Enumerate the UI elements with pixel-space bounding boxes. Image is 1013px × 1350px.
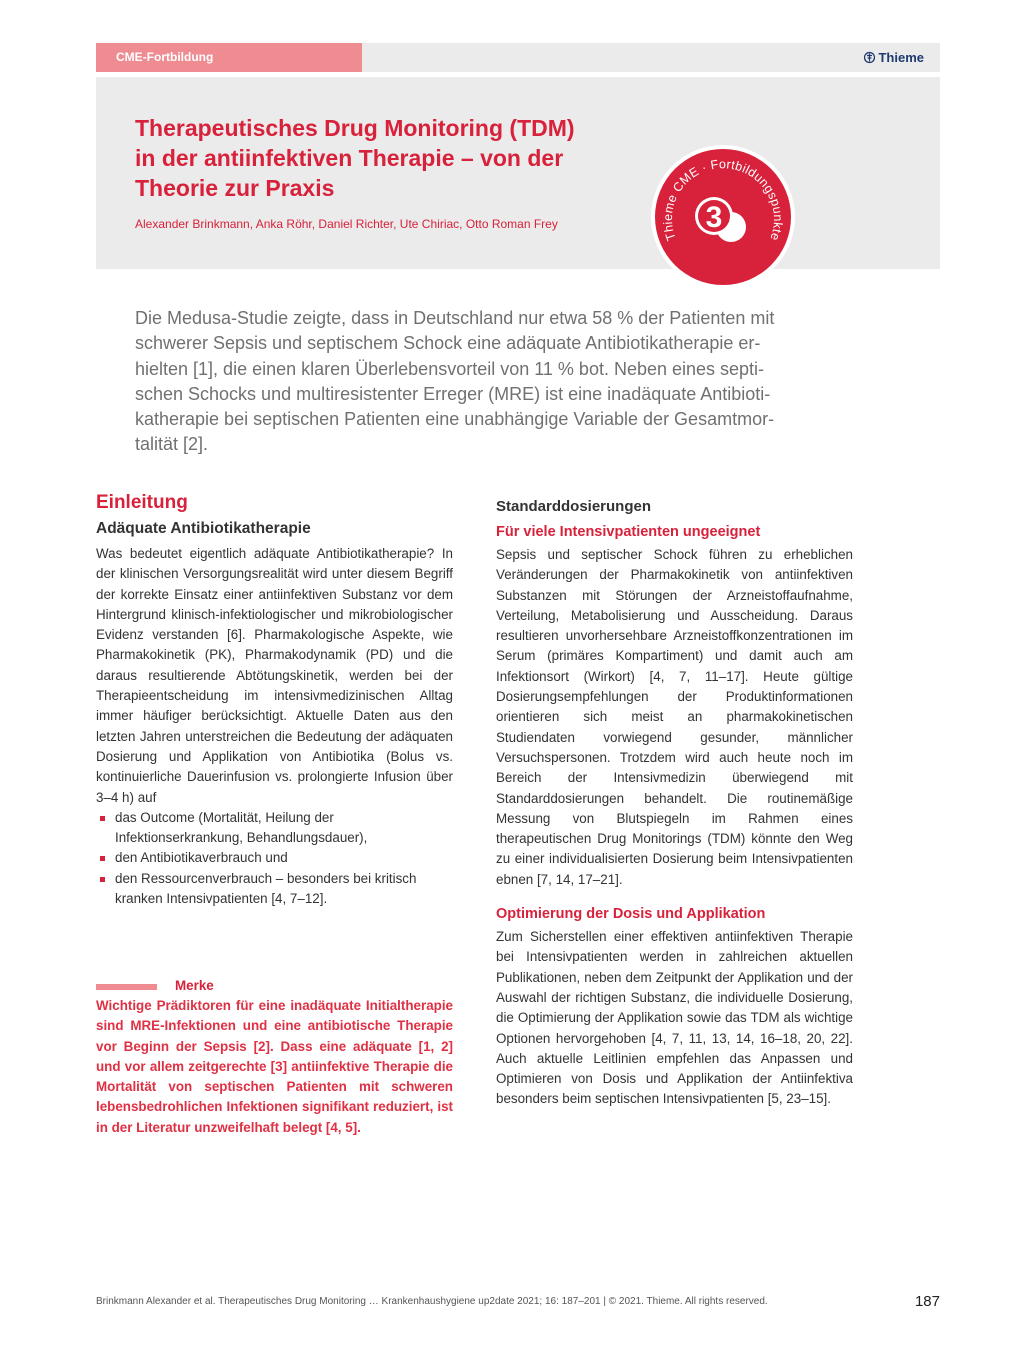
body-paragraph: Zum Sicherstellen einer effektiven antiinfektiven Therapie bei Intensivpatienten werden in zahlreichen aktuellen Publikationen, neben dem Zeitpunkt der Applikation und der Auswahl der richtigen Substanz, die individuelle Dosierung, die Optimierung der Applikation sowie das TDM als wichtige Optionen hervorgehoben [4, 7, 11, 13, 14, 16–18, 20, 22]. Auch aktuelle Leitlinien empfehlen das Anpassen und Optimieren von Dosis und Applikation der Antiinfektiva besonders beim septischen Intensivpatienten [5, 23–15]. [496, 929, 853, 1107]
thieme-logo-icon [864, 45, 875, 74]
merke-marker [96, 984, 157, 990]
brand-name: Thieme [878, 50, 924, 65]
cme-points-badge [649, 143, 797, 291]
red-subheading: Für viele Intensivpatienten ungeeignet [496, 524, 761, 540]
abstract-line: katherapie bei septischen Patienten eine unabhängige Variable der Gesamtmor- [135, 409, 775, 430]
abstract-line: talität [2]. [135, 434, 209, 455]
title-line: in der antiinfektiven Therapie – von der [135, 145, 564, 171]
intro-paragraph: Was bedeutet eigentlich adäquate Antibiotikatherapie? In der klinischen Versorgungsrealität wird unter diesem Begriff der korrekte Einsatz einer antiinfektiven Substanz vor dem Hintergrund klinisch-infektiologischer und mikrobiologischer Evidenz verstanden [6]. Pharmakologische Aspekte, wie Pharmakokinetik (PK), Pharmakodynamik (PD) und die daraus resultierende Abtötungskinetik, werden bei der Therapieentscheidung im intensivmedizinischen Alltag immer häufiger berücksichtigt. Aktuelle Daten aus den letzten Jahren unterstreichen die Bedeutung der adäquaten Dosierung und Applikation von Antibiotika (Bolus vs. kontinuierliche Dauerinfusion vs. prolongierte Infusion über 3–4 h) auf [96, 546, 453, 805]
left-column [96, 490, 453, 909]
subsection-heading: Standarddosierungen [496, 498, 652, 515]
abstract-line: hielten [1], die einen klaren Überlebensvorteil von 11 % bot. Neben eines septi- [135, 358, 765, 379]
page-number: 187 [914, 1293, 940, 1310]
abstract-line: schwerer Sepsis und septischem Schock eine adäquate Antibiotikatherapie er- [135, 333, 761, 354]
section-heading: Einleitung [96, 492, 188, 513]
merke-box [96, 976, 453, 1138]
top-bar [96, 43, 940, 72]
list-item: den Antibiotikaverbrauch und [96, 848, 453, 868]
merke-text: Wichtige Prädiktoren für eine inadäquate Initialtherapie sind MRE-Infektionen und eine antibiotische Therapie vor Beginn der Sepsis [2]. Dass eine adäquate [1, 2] und vor allem zeitgerechte [3] antiinfektive Therapie die Mortalität von septischen Patienten mit schweren lebensbedrohlichen Infektionen signifikant reduziert, ist in der Literatur unzweifelhaft belegt [4, 5]. [96, 998, 453, 1135]
section-tag: CME-Fortbildung [96, 43, 362, 72]
right-column [496, 496, 853, 1110]
authors: Alexander Brinkmann, Anka Röhr, Daniel Richter, Ute Chiriac, Otto Roman Frey [135, 217, 558, 231]
footer-citation: Brinkmann Alexander et al. Therapeutisches Drug Monitoring … Krankenhaushygiene up2date 2021; 16: 187–201 | © 2021. Thieme. All rights reserved. [96, 1296, 768, 1307]
subsection-heading: Adäquate Antibiotikatherapie [96, 520, 311, 537]
badge-number: 3 [705, 201, 723, 234]
article-title [135, 113, 635, 203]
title-line: Theorie zur Praxis [135, 175, 335, 201]
abstract [135, 306, 825, 458]
bullet-list [96, 808, 453, 909]
list-item: das Outcome (Mortalität, Heilung der Infektionserkrankung, Behandlungsdauer), [96, 808, 453, 849]
list-item: den Ressourcenverbrauch – besonders bei kritisch kranken Intensivpatienten [4, 7–12]. [96, 869, 453, 910]
article-header [96, 77, 940, 269]
abstract-line: schen Schocks und multiresistenter Erreger (MRE) ist eine inadäquate Antibioti- [135, 383, 771, 404]
brand-logo [864, 43, 924, 72]
badge-arc-text: Thieme CME · Fortbildungspunkte [660, 157, 786, 243]
merke-label: Merke [175, 978, 214, 993]
body-paragraph: Sepsis und septischer Schock führen zu erheblichen Veränderungen der Pharmakokinetik von antiinfektiven Substanzen mit Störungen der Arzneistoffaufnahme, Verteilung, Metabolisierung und Ausscheidung. Daraus resultieren unvorhersehbare Arzneistoffkonzentrationen im Serum (primäres Kompartiment) und damit auch am Infektionsort (Wirkort) [4, 7, 11–17]. Heute gültige Dosierungsempfehlungen der Produktinformationen orientieren sich meist an pharmakokinetischen Studiendaten vorwiegend gesunder, männlicher Versuchspersonen. Trotzdem wird auch heute noch im Bereich der Intensivmedizin überwiegend mit Standarddosierungen behandelt. Die routinemäßige Messung von Blutspiegeln im Rahmen eines therapeutischen Drug Monitorings (TDM) könnte den Weg zu einer individualisierten Dosierung beim Intensivpatienten ebnen [7, 14, 17–21]. [496, 547, 853, 887]
abstract-line: Die Medusa-Studie zeigte, dass in Deutschland nur etwa 58 % der Patienten mit [135, 308, 775, 328]
title-line: Therapeutisches Drug Monitoring (TDM) [135, 115, 575, 141]
red-subheading: Optimierung der Dosis und Applikation [496, 906, 766, 923]
